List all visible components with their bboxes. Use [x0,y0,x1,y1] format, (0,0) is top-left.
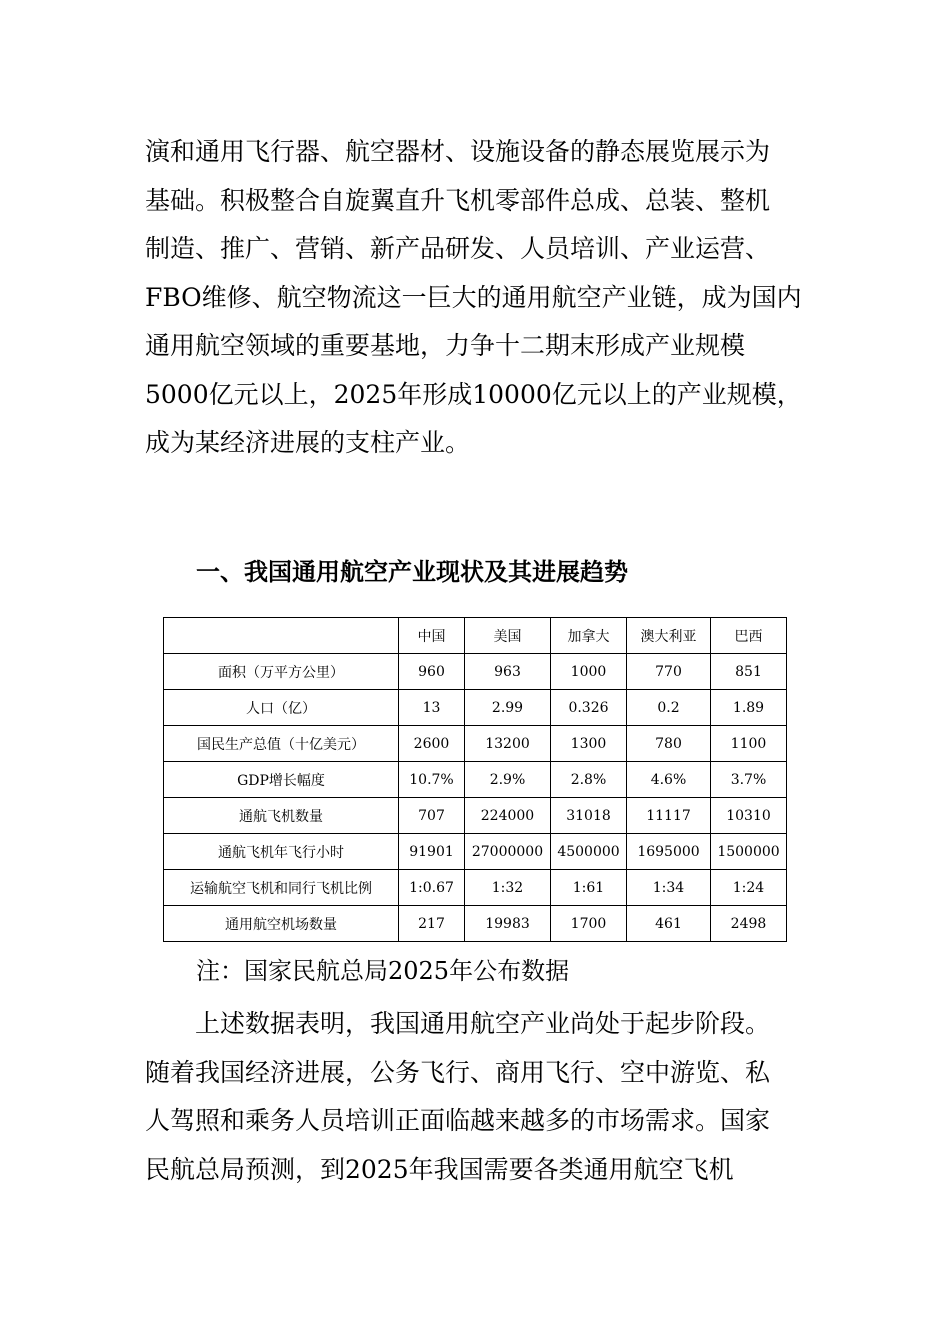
aviation-comparison-table [163,617,787,942]
table-cell: 1:34 [627,870,711,906]
table-cell: 851 [711,654,787,690]
table-row-label: 通用航空机场数量 [164,906,399,942]
section-heading: 一、我国通用航空产业现状及其进展趋势 [196,558,628,586]
table-cell: 4.6% [627,762,711,798]
table-header-cell: 美国 [465,618,551,654]
table-cell: 770 [627,654,711,690]
paragraph-line: 5000亿元以上，2025年形成10000亿元以上的产业规模， [145,379,802,409]
table-cell: 0.2 [627,690,711,726]
table-row [164,798,787,834]
table-row [164,654,787,690]
table-header-cell: 巴西 [711,618,787,654]
table-row-label: 国民生产总值（十亿美元） [164,726,399,762]
table-cell: 3.7% [711,762,787,798]
table-row [164,870,787,906]
table-cell: 2600 [399,726,465,762]
paragraph-line: 通用航空领域的重要基地，力争十二期末形成产业规模 [145,331,746,360]
table-row [164,726,787,762]
table-cell: 1300 [551,726,627,762]
table-cell: 4500000 [551,834,627,870]
table-cell: 1:61 [551,870,627,906]
paragraph-line: 民航总局预测，到2025年我国需要各类通用航空飞机 [145,1154,734,1184]
table-cell: 1000 [551,654,627,690]
paragraph-line: 人驾照和乘务人员培训正面临越来越多的市场需求。国家 [145,1106,771,1135]
table-row-label: 通航飞机数量 [164,798,399,834]
table-header-cell: 中国 [399,618,465,654]
table-cell: 2.99 [465,690,551,726]
table-note: 注：国家民航总局2025年公布数据 [196,957,570,985]
table-cell: 19983 [465,906,551,942]
table-cell: 10310 [711,798,787,834]
table-cell: 27000000 [465,834,551,870]
table-row-label: 面积（万平方公里） [164,654,399,690]
table-cell: 1100 [711,726,787,762]
table-cell: 780 [627,726,711,762]
paragraph-line: 基础。积极整合自旋翼直升飞机零部件总成、总装、整机 [145,185,771,215]
body-paragraph [145,1000,825,1194]
paragraph-line: 制造、推广、营销、新产品研发、人员培训、产业运营、 [145,234,771,263]
table-cell: 1:24 [711,870,787,906]
table-row [164,834,787,870]
paragraph-line: FBO维修、航空物流这一巨大的通用航空产业链，成为国内 [145,282,802,312]
paragraph-line: 成为某经济进展的支柱产业。 [145,428,471,457]
table-row-label: 运输航空飞机和同行飞机比例 [164,870,399,906]
table-cell: 31018 [551,798,627,834]
table-row [164,762,787,798]
table-cell: 1700 [551,906,627,942]
table-cell: 2.9% [465,762,551,798]
table-cell: 1:32 [465,870,551,906]
table-header-row [164,618,787,654]
table-cell: 13200 [465,726,551,762]
table-cell: 13 [399,690,465,726]
table-body [164,618,787,942]
table-cell: 224000 [465,798,551,834]
intro-paragraph [145,128,825,468]
table-cell: 1500000 [711,834,787,870]
table-cell: 1.89 [711,690,787,726]
table-row [164,690,787,726]
table-cell: 960 [399,654,465,690]
table-row-label: 通航飞机年飞行小时 [164,834,399,870]
table-row [164,906,787,942]
table-cell: 2.8% [551,762,627,798]
paragraph-line: 演和通用飞行器、航空器材、设施设备的静态展览展示为 [145,137,771,166]
table-cell: 1:0.67 [399,870,465,906]
table-cell: 2498 [711,906,787,942]
table-cell: 217 [399,906,465,942]
table-cell: 461 [627,906,711,942]
table-row-label: GDP增长幅度 [164,762,399,798]
table-cell: 0.326 [551,690,627,726]
table-cell: 91901 [399,834,465,870]
table-header-cell [164,618,399,654]
table-header-cell: 澳大利亚 [627,618,711,654]
table-row-label: 人口（亿） [164,690,399,726]
table-header-cell: 加拿大 [551,618,627,654]
table-cell: 707 [399,798,465,834]
paragraph-line: 上述数据表明，我国通用航空产业尚处于起步阶段。 [145,1009,771,1038]
table-cell: 10.7% [399,762,465,798]
table-cell: 963 [465,654,551,690]
table-cell: 11117 [627,798,711,834]
table-cell: 1695000 [627,834,711,870]
paragraph-line: 随着我国经济进展，公务飞行、商用飞行、空中游览、私 [145,1057,771,1087]
